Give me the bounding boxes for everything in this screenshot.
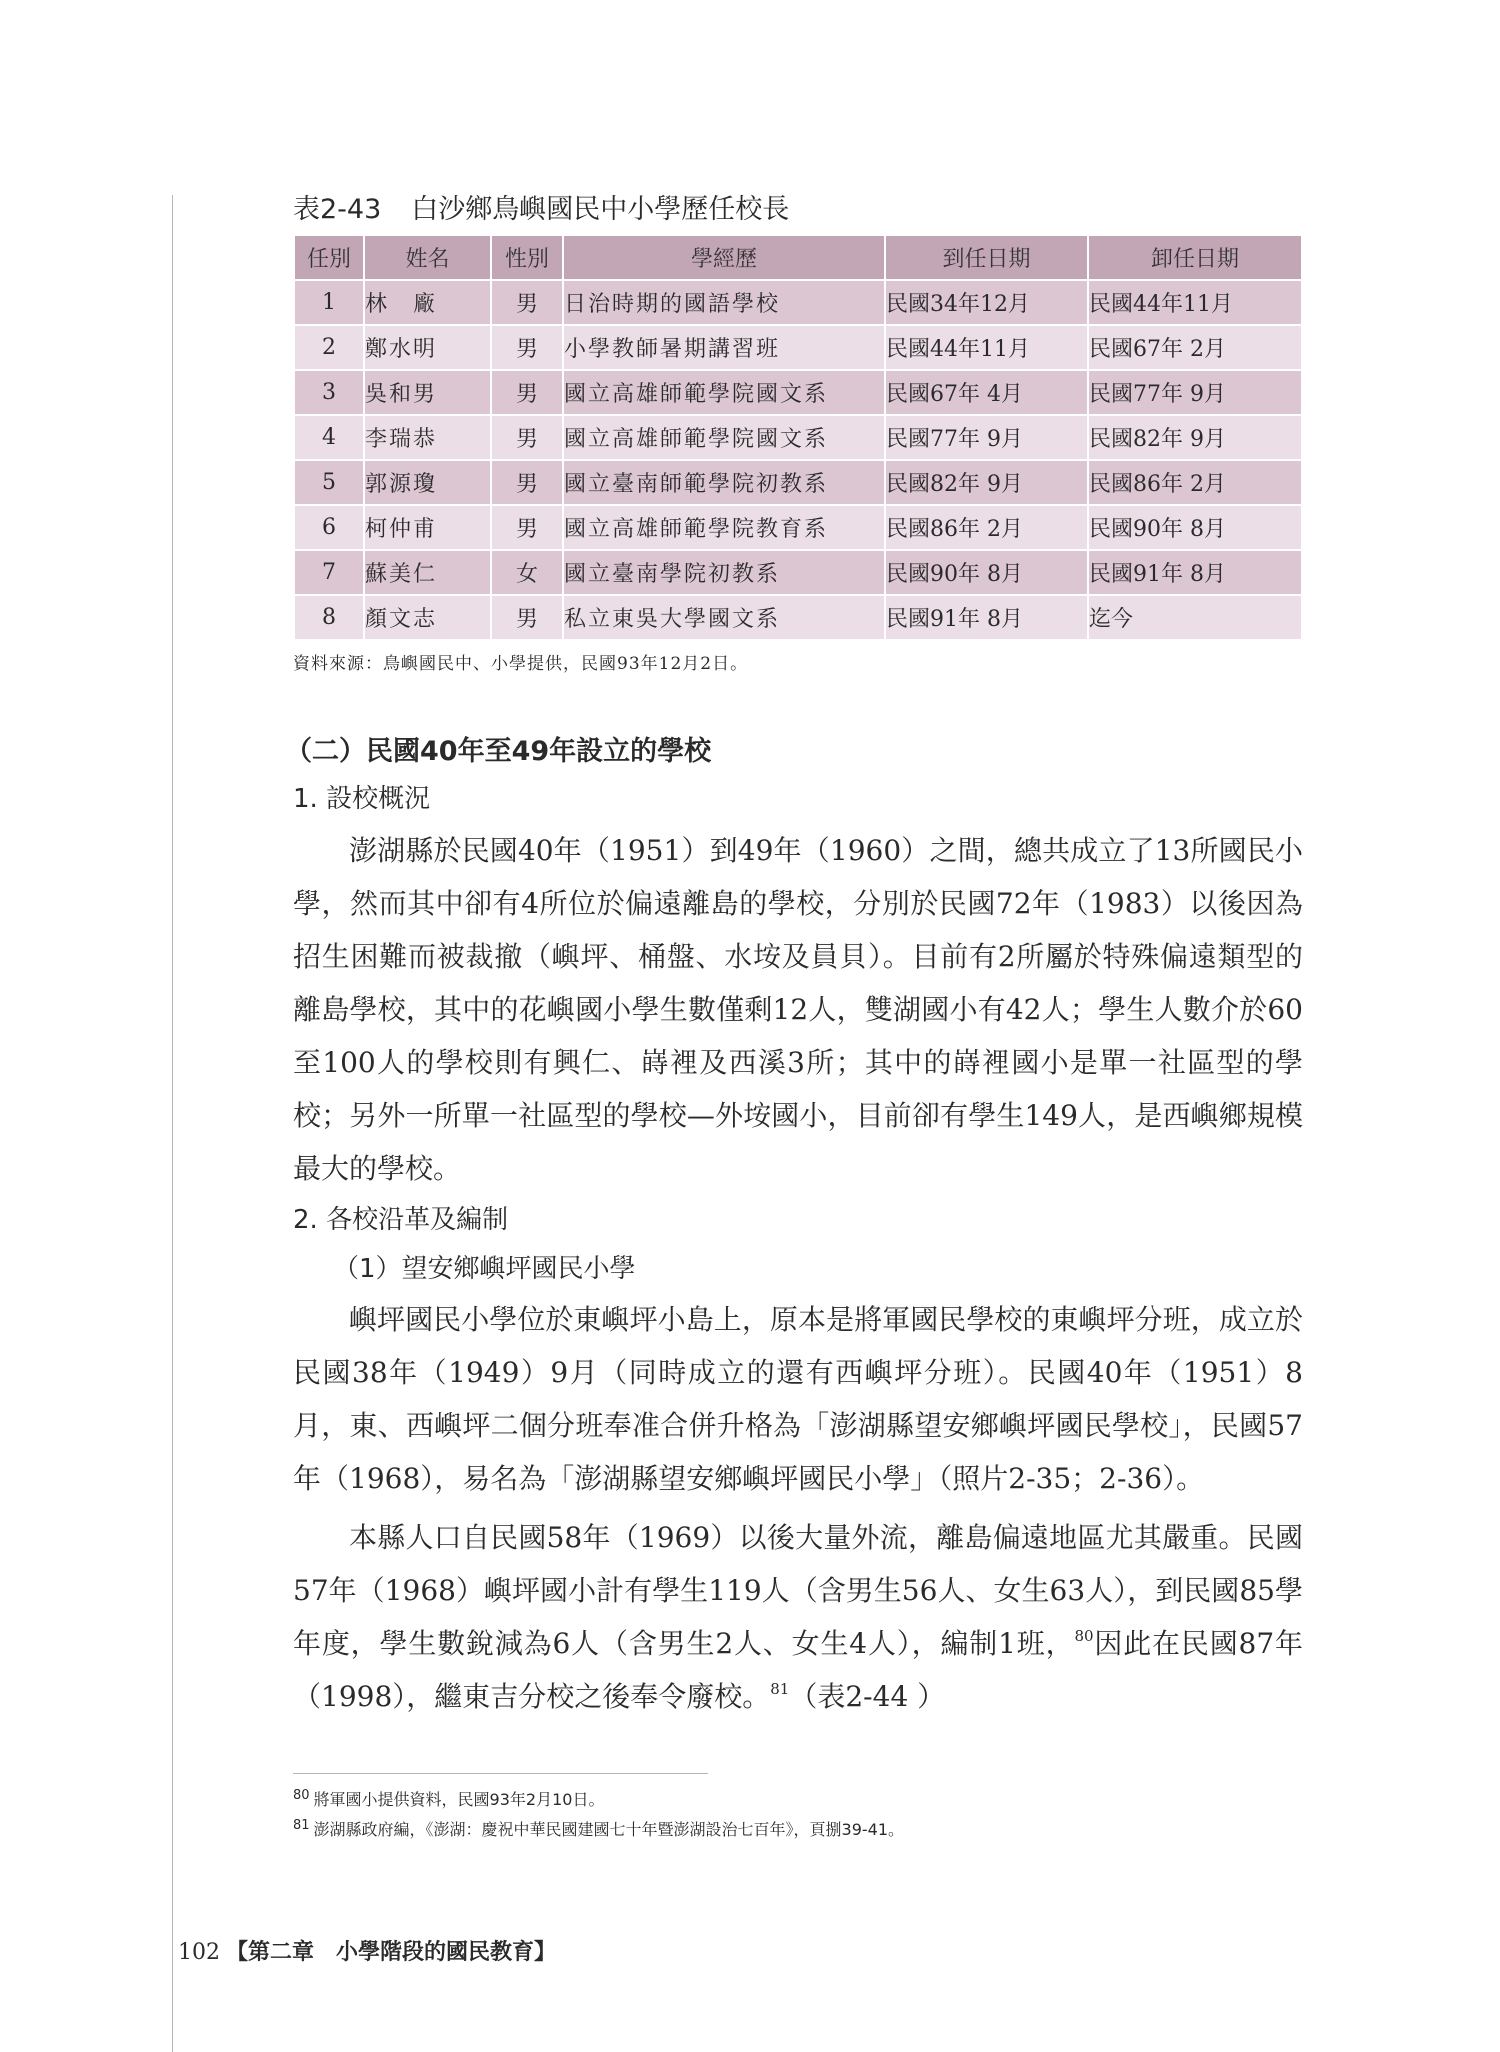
footnote-item (293, 1815, 1303, 1845)
table-row (294, 460, 1302, 505)
table-row (294, 505, 1302, 550)
cell-gender: 男 (491, 325, 563, 370)
cell-start-date: 民國77年 9月 (885, 415, 1088, 460)
footnote-number: 81 (293, 1818, 310, 1833)
running-chapter-title: 【第二章 小學階段的國民教育】 (226, 1939, 557, 1965)
paragraph-yuping-closure (293, 1511, 1303, 1723)
col-header-gender: 性別 (491, 235, 563, 280)
table-row (294, 550, 1302, 595)
cell-end-date: 民國90年 8月 (1088, 505, 1302, 550)
cell-gender: 男 (491, 505, 563, 550)
cell-start-date: 民國34年12月 (885, 280, 1088, 325)
footnote-ref-81[interactable]: 81 (770, 1680, 790, 1698)
paragraph-text: 因此在民國87年（1998），繼東吉分校之後奉令廢校。 (293, 1627, 1303, 1713)
cell-end-date: 民國77年 9月 (1088, 370, 1302, 415)
page-number: 102 (178, 1940, 220, 1965)
cell-gender: 男 (491, 280, 563, 325)
cell-term: 4 (294, 415, 364, 460)
principals-table (293, 234, 1303, 641)
cell-start-date: 民國82年 9月 (885, 460, 1088, 505)
col-header-start-date: 到任日期 (885, 235, 1088, 280)
cell-term: 6 (294, 505, 364, 550)
cell-end-date: 民國67年 2月 (1088, 325, 1302, 370)
table-row (294, 280, 1302, 325)
cell-end-date: 民國82年 9月 (1088, 415, 1302, 460)
cell-name: 吳和男 (364, 370, 491, 415)
cell-start-date: 民國67年 4月 (885, 370, 1088, 415)
section-heading: （二）民國40年至49年設立的學校 (285, 736, 712, 767)
cell-education: 國立高雄師範學院國文系 (563, 370, 885, 415)
cell-name: 李瑞恭 (364, 415, 491, 460)
col-header-name: 姓名 (364, 235, 491, 280)
table-caption (293, 190, 1303, 230)
footnote-ref-80[interactable]: 80 (1074, 1627, 1094, 1645)
table-row (294, 595, 1302, 640)
cell-term: 8 (294, 595, 364, 640)
cell-start-date: 民國86年 2月 (885, 505, 1088, 550)
paragraph-text: （表2-44 ） (789, 1680, 946, 1713)
cell-start-date: 民國91年 8月 (885, 595, 1088, 640)
cell-term: 5 (294, 460, 364, 505)
margin-rule (172, 195, 173, 2052)
footnote-text: 將軍國小提供資料，民國93年2月10日。 (313, 1790, 605, 1809)
col-header-education: 學經歷 (563, 235, 885, 280)
cell-education: 國立臺南學院初教系 (563, 550, 885, 595)
footnotes (293, 1785, 1303, 1845)
paragraph-overview: 澎湖縣於民國40年（1951）到49年（1960）之間，總共成立了13所國民小學，然而其中卻有4所位於偏遠離島的學校，分別於民國72年（1983）以後因為招生困難而被裁撤（嶼坪、桶盤、水垵及員貝）。目前有2所屬於特殊偏遠類型的離島學校，其中的花嶼國小學生數僅剩12人，雙湖國小有42人；學生人數介於60至100人的學校則有興仁、嵵裡及西溪3所；其中的嵵裡國小是單一社區型的學校；另外一所單一社區型的學校—外垵國小，目前卻有學生149人，是西嶼鄉規模最大的學校。 (293, 834, 1303, 1185)
paragraph-text: 本縣人口自民國58年（1969）以後大量外流，離島偏遠地區尤其嚴重。民國57年（1968）嶼坪國小計有學生119人（含男生56人、女生63人），到民國85學年度，學生數銳減為6人（含男生2人、女生4人），編制1班， (293, 1521, 1303, 1660)
cell-end-date: 民國44年11月 (1088, 280, 1302, 325)
cell-education: 私立東吳大學國文系 (563, 595, 885, 640)
footnote-divider (293, 1773, 708, 1774)
table-header-row (294, 235, 1302, 280)
cell-education: 國立高雄師範學院教育系 (563, 505, 885, 550)
cell-education: 日治時期的國語學校 (563, 280, 885, 325)
cell-gender: 男 (491, 460, 563, 505)
table-source-note: 資料來源：鳥嶼國民中、小學提供，民國93年12月2日。 (293, 654, 749, 674)
cell-term: 1 (294, 280, 364, 325)
footnote-item (293, 1785, 1303, 1815)
page-footer (178, 1935, 556, 1966)
subheading-yuping-school: （1）望安鄉嶼坪國民小學 (333, 1254, 636, 1284)
cell-start-date: 民國44年11月 (885, 325, 1088, 370)
table-row (294, 415, 1302, 460)
cell-end-date: 民國86年 2月 (1088, 460, 1302, 505)
subheading-overview: 1. 設校概況 (293, 784, 431, 814)
cell-term: 3 (294, 370, 364, 415)
footnote-text: 澎湖縣政府編，《澎湖：慶祝中華民國建國七十年暨澎湖設治七百年》，頁捌39-41。 (313, 1820, 905, 1839)
cell-term: 2 (294, 325, 364, 370)
cell-name: 顏文志 (364, 595, 491, 640)
cell-end-date: 民國91年 8月 (1088, 550, 1302, 595)
cell-name: 蘇美仁 (364, 550, 491, 595)
page-content (285, 190, 1303, 1723)
table-caption-title: 白沙鄉鳥嶼國民中小學歷任校長 (411, 194, 790, 225)
cell-gender: 女 (491, 550, 563, 595)
cell-gender: 男 (491, 415, 563, 460)
cell-name: 林 廠 (364, 280, 491, 325)
paragraph-yuping-history: 嶼坪國民小學位於東嶼坪小島上，原本是將軍國民學校的東嶼坪分班，成立於民國38年（1949）9月（同時成立的還有西嶼坪分班）。民國40年（1951）8月，東、西嶼坪二個分班奉准合併升格為「澎湖縣望安鄉嶼坪國民學校」，民國57年（1968），易名為「澎湖縣望安鄉嶼坪國民小學」（照片2-35；2-36）。 (293, 1303, 1303, 1495)
col-header-end-date: 卸任日期 (1088, 235, 1302, 280)
cell-term: 7 (294, 550, 364, 595)
table-caption-number: 表2-43 (293, 194, 382, 225)
footnote-number: 80 (293, 1788, 310, 1803)
cell-start-date: 民國90年 8月 (885, 550, 1088, 595)
cell-end-date: 迄今 (1088, 595, 1302, 640)
cell-name: 郭源瓊 (364, 460, 491, 505)
cell-gender: 男 (491, 595, 563, 640)
cell-name: 鄭水明 (364, 325, 491, 370)
table-row (294, 325, 1302, 370)
cell-gender: 男 (491, 370, 563, 415)
cell-education: 國立高雄師範學院國文系 (563, 415, 885, 460)
col-header-term: 任別 (294, 235, 364, 280)
cell-education: 國立臺南師範學院初教系 (563, 460, 885, 505)
cell-education: 小學教師暑期講習班 (563, 325, 885, 370)
table-row (294, 370, 1302, 415)
cell-name: 柯仲甫 (364, 505, 491, 550)
subheading-history: 2. 各校沿革及編制 (293, 1205, 509, 1235)
